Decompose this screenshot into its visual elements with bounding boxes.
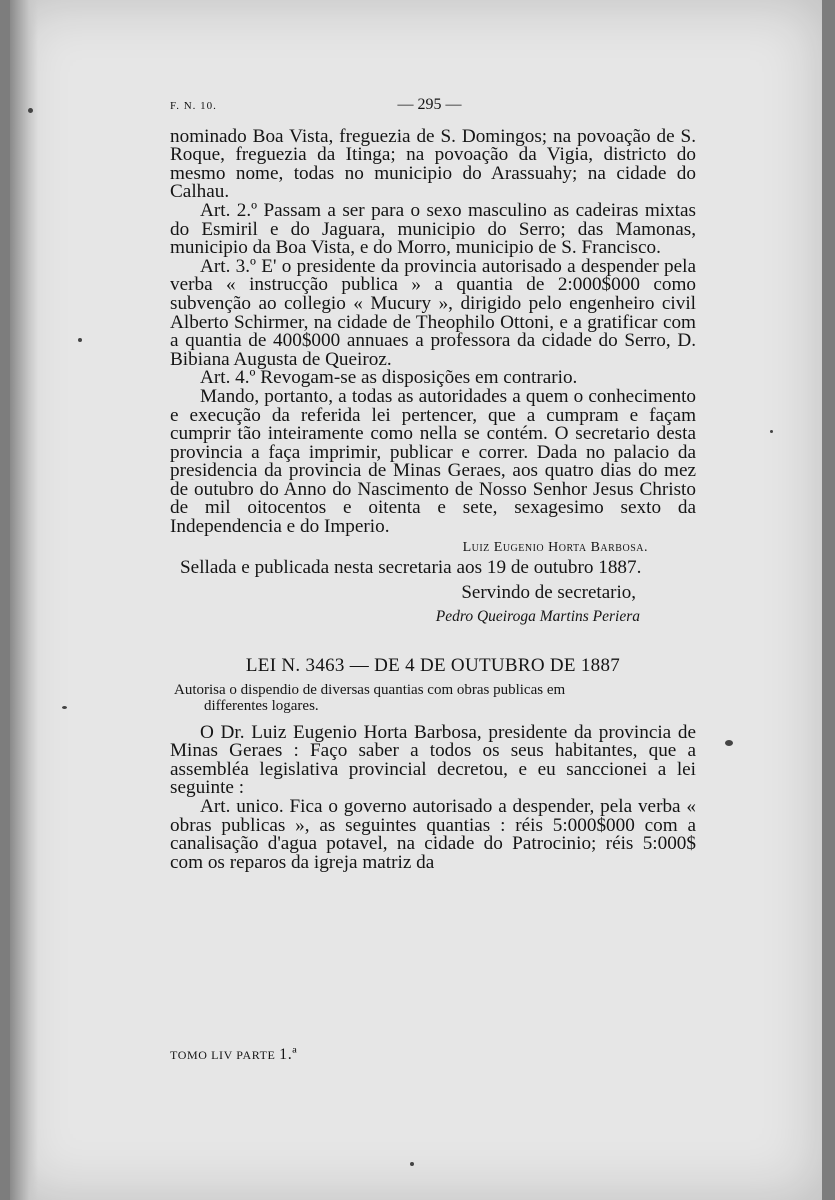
page-content	[170, 96, 696, 872]
mando-paragraph: Mando, portanto, a todas as autoridades a quem o conhecimento e execução da referida lei pertencer, que a cumpram e façam cumprir tão inteiramente como nella se contém. O secretario desta provincia a faça imprimir, publicar e correr. Dada no palacio da presidencia da provincia de Minas Geraes, aos quatro dias do mez de outubro do Anno do Nascimento de Nosso Senhor Jesus Christo de mil oitocentos e oitenta e sete, sexagesimo sexto da Independencia e do Imperio.	[170, 385, 696, 538]
article-3: Art. 3.º E' o presidente da provincia autorisado a despender pela verba « instrucção publica » a quantia de 2:000$000 como subvenção ao collegio « Mucury », dirigido pelo engenheiro civil Alberto Schirmer, na cidade de Theophilo Ottoni, e a gratificar com a quantia de 400$000 annuaes a professora da cidade do Serro, D. Bibiana Augusta de Queiroz.	[170, 255, 696, 370]
speck	[62, 706, 67, 709]
president-signature: Luiz Eugenio Horta Barbosa.	[462, 539, 648, 555]
volume-footer	[170, 1046, 297, 1064]
law-title: LEI N. 3463 — DE 4 DE OUTUBRO DE 1887	[245, 655, 621, 677]
preamble-paragraph: O Dr. Luiz Eugenio Horta Barbosa, presidente da provincia de Minas Geraes : Faço saber a todos os seus habitantes, que a assembléa legislativa provincial decretou, e eu sanccionei a lei seguinte :	[170, 721, 696, 799]
article-unico: Art. unico. Fica o governo autorisado a despender, pela verba « obras publicas », as seguintes quantias : réis 5:000$000 com a canalisação d'agua potavel, na cidade do Patrocinio; réis 5:000$ com os reparos da igreja matriz da	[170, 796, 696, 873]
speck	[28, 108, 33, 113]
page-number: — 295 —	[397, 96, 462, 113]
scanned-page	[10, 0, 822, 1200]
secretary-name: Pedro Queiroga Martins Periera	[435, 608, 640, 626]
servindo-line: Servindo de secretario,	[461, 581, 636, 603]
page-header	[170, 96, 696, 116]
article-4: Art. 4.º Revogam-se as disposições em contrario.	[200, 367, 578, 389]
folio-mark: F. N. 10.	[170, 100, 217, 112]
law-body	[170, 721, 696, 873]
sellada-paragraph: Sellada e publicada nesta secretaria aos 19 de outubro 1887.	[180, 557, 642, 579]
footer-part: 1.ª	[279, 1046, 298, 1063]
footer-label: TOMO LIV PARTE	[170, 1048, 276, 1062]
article-2: Art. 2.º Passam a ser para o sexo masculino as cadeiras mixtas do Esmiril e do Jaguara, municipio do Serro; das Mamonas, municipio da Boa Vista, e do Morro, municipio de S. Francisco.	[170, 199, 696, 259]
paragraph-continuation: nominado Boa Vista, freguezia de S. Domingos; na povoação de S. Roque, freguezia da Itinga; na povoação da Vigia, districto do mesmo nome, todas no municipio do Arassuahy; na cidade do Calhau.	[170, 125, 696, 203]
speck	[725, 740, 733, 746]
summary-line-1: Autorisa o dispendio de diversas quantias com obras publicas em	[174, 681, 566, 698]
speck	[78, 338, 82, 342]
summary-line-2: differentes logares.	[204, 697, 319, 714]
law-summary	[170, 682, 696, 714]
speck	[770, 430, 773, 433]
speck	[410, 1162, 414, 1166]
